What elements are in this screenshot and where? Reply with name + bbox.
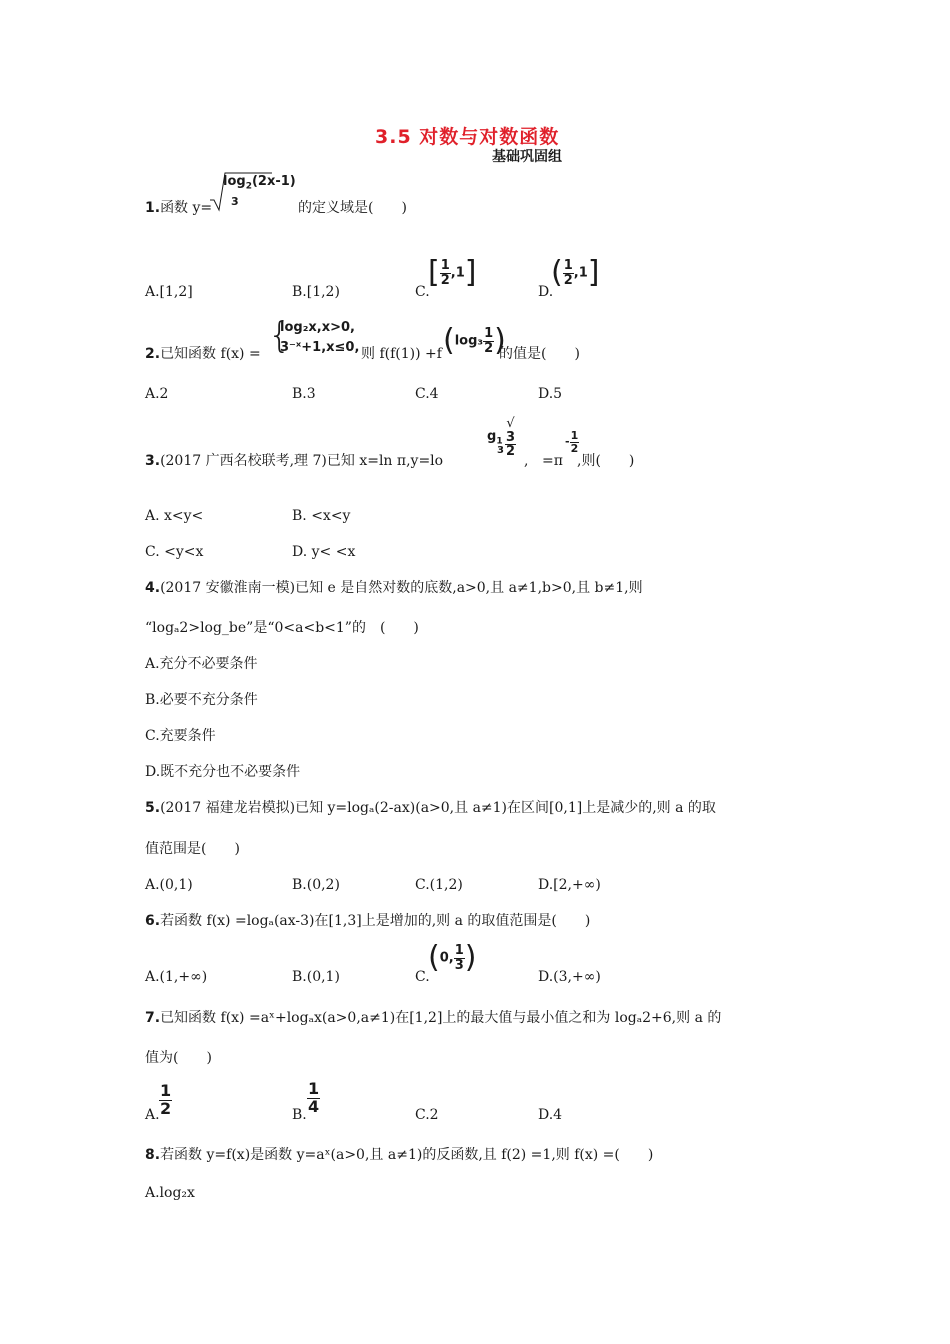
question-5 bbox=[145, 801, 716, 815]
option-d: D. bbox=[538, 284, 554, 300]
question-text: 若函数 f(x) =logₐ(ax-3)在[1,3]上是增加的,则 a 的取值范围是( ) bbox=[160, 913, 591, 929]
frac-num: 1 bbox=[484, 325, 494, 341]
option-a: A.log₂x bbox=[145, 1185, 195, 1201]
question-7-line-2: 值为( ) bbox=[145, 1050, 212, 1066]
option-a: A.2 bbox=[145, 386, 169, 402]
g-sub: 1 bbox=[496, 436, 503, 447]
question-1 bbox=[145, 201, 212, 215]
sqrt-value: 3 bbox=[506, 429, 516, 445]
question-number: 5. bbox=[145, 800, 161, 816]
option-c-interval: (0, $\frac{1}{3}$ ) bbox=[428, 940, 477, 975]
z-expression: =π bbox=[542, 453, 563, 469]
frac-num: 1 bbox=[454, 942, 464, 958]
log-base: 2 bbox=[245, 181, 252, 192]
option-b-fraction bbox=[307, 1081, 320, 1116]
question-text: 函数 y= bbox=[160, 200, 213, 216]
question-text: (2017 广西名校联考,理 7)已知 x=ln π,y=lo bbox=[160, 453, 444, 469]
option-c: C. bbox=[415, 969, 430, 985]
option-c: C. bbox=[415, 284, 430, 300]
option-c: C.4 bbox=[415, 386, 439, 402]
option-c-interval: [ $\frac{1}{2}$ ,1] bbox=[428, 255, 477, 290]
section-subtitle: 基础巩固组 bbox=[492, 149, 562, 165]
option-d: D. y< <x bbox=[292, 544, 356, 560]
option-d: D.4 bbox=[538, 1107, 563, 1123]
piecewise-brace: { bbox=[268, 315, 291, 356]
option-a: A. x<y< bbox=[145, 508, 204, 524]
question-number: 2. bbox=[145, 346, 161, 362]
frac-den: 2 bbox=[440, 272, 450, 288]
frac-den: 2 bbox=[563, 272, 573, 288]
option-b: B.(0,2) bbox=[292, 877, 340, 893]
option-b: B.[1,2) bbox=[292, 284, 340, 300]
log-fraction-arg: (log₃ $\frac{1}{2}$ ) bbox=[443, 323, 506, 358]
option-c: C.(1,2) bbox=[415, 877, 463, 893]
sqrt-fraction: √ 3 2 bbox=[506, 416, 516, 460]
question-text: 若函数 y=f(x)是函数 y=aˣ(a>0,且 a≠1)的反函数,且 f(2) =1,则 f(x) =( ) bbox=[160, 1147, 654, 1163]
option-b: B.3 bbox=[292, 386, 316, 402]
option-b: B. bbox=[292, 1107, 307, 1123]
frac-den: 4 bbox=[308, 1096, 320, 1116]
option-a: A.(1,+∞) bbox=[145, 969, 208, 985]
exp-sign: - bbox=[565, 435, 570, 449]
option-d-interval: ( $\frac{1}{2}$ ,1] bbox=[551, 255, 600, 290]
question-text: (2017 安徽淮南一模)已知 e 是自然对数的底数,a>0,且 a≠1,b>0,且 b≠1,则 bbox=[160, 580, 643, 596]
question-text: 已知函数 f(x) = bbox=[160, 346, 261, 362]
interval-tail: ,1 bbox=[573, 265, 588, 281]
log-base-denominator: 3 bbox=[231, 195, 239, 208]
question-4-line-2: “logₐ2>log_be”是“0<a<b<1”的 ( ) bbox=[145, 620, 419, 636]
option-c: C.2 bbox=[415, 1107, 439, 1123]
question-number: 1. bbox=[145, 200, 161, 216]
question-number: 3. bbox=[145, 453, 161, 469]
frac-num: 1 bbox=[563, 257, 573, 273]
interval-tail: ,1 bbox=[450, 265, 465, 281]
log-base-denominator: 3 bbox=[497, 445, 504, 456]
frac-den: 2 bbox=[570, 441, 579, 455]
option-d: D.[2,+∞) bbox=[538, 877, 601, 893]
frac-den: 2 bbox=[160, 1098, 172, 1118]
piece-1: log₂x,x>0, bbox=[280, 320, 355, 335]
option-a: A.(0,1) bbox=[145, 877, 193, 893]
option-c: C.充要条件 bbox=[145, 728, 216, 744]
question-number: 8. bbox=[145, 1147, 161, 1163]
option-b: B.(0,1) bbox=[292, 969, 340, 985]
option-a-fraction bbox=[159, 1083, 172, 1118]
option-a: A. bbox=[145, 1107, 160, 1123]
option-b: B.必要不充分条件 bbox=[145, 692, 258, 708]
frac-den: 2 bbox=[484, 340, 494, 356]
option-c: C. <y<x bbox=[145, 544, 204, 560]
question-suffix: 的值是( ) bbox=[499, 346, 580, 362]
log-argument: (2x-1) bbox=[251, 174, 296, 189]
question-6 bbox=[145, 914, 590, 928]
question-number: 7. bbox=[145, 1010, 161, 1026]
question-middle: 则 f(f(1)) +f bbox=[361, 346, 442, 362]
option-d: D.(3,+∞) bbox=[538, 969, 601, 985]
radicand bbox=[223, 175, 296, 192]
question-number: 6. bbox=[145, 913, 161, 929]
question-5-line-2: 值范围是( ) bbox=[145, 841, 240, 857]
option-d: D.5 bbox=[538, 386, 563, 402]
question-number: 4. bbox=[145, 580, 161, 596]
option-a: A.充分不必要条件 bbox=[145, 656, 258, 672]
log-label: log₃ bbox=[454, 333, 484, 349]
page-title: 3.5 对数与对数函数 bbox=[375, 126, 560, 148]
g-char: g bbox=[487, 429, 497, 444]
question-8 bbox=[145, 1148, 653, 1162]
question-text: 已知函数 f(x) =aˣ+logₐx(a>0,a≠1)在[1,2]上的最大值与最小值之和为 logₐ2+6,则 a 的 bbox=[160, 1010, 722, 1026]
frac-num: 1 bbox=[160, 1081, 172, 1100]
question-suffix: ,则( ) bbox=[577, 453, 635, 469]
question-2 bbox=[145, 347, 261, 361]
question-3 bbox=[145, 454, 443, 468]
option-a: A.[1,2] bbox=[145, 284, 193, 300]
frac-den: 3 bbox=[454, 957, 464, 973]
question-text: (2017 福建龙岩模拟)已知 y=logₐ(2-ax)(a>0,且 a≠1)在区间[0,1]上是减少的,则 a 的取 bbox=[160, 800, 716, 816]
question-4 bbox=[145, 581, 643, 595]
frac-num: 1 bbox=[570, 429, 579, 442]
option-d: D.既不充分也不必要条件 bbox=[145, 764, 301, 780]
frac-den: 2 bbox=[506, 444, 516, 460]
option-b: B. <x<y bbox=[292, 508, 351, 524]
exponent bbox=[565, 430, 579, 454]
log-label: log bbox=[223, 174, 246, 189]
frac-num: 1 bbox=[440, 257, 450, 273]
question-suffix: 的定义域是( ) bbox=[298, 200, 407, 216]
frac-num: 1 bbox=[308, 1079, 320, 1098]
interval-lead: 0, bbox=[439, 950, 454, 966]
question-7 bbox=[145, 1011, 721, 1025]
comma: , bbox=[524, 453, 529, 469]
piece-2: 3⁻ˣ+1,x≤0, bbox=[280, 340, 360, 355]
